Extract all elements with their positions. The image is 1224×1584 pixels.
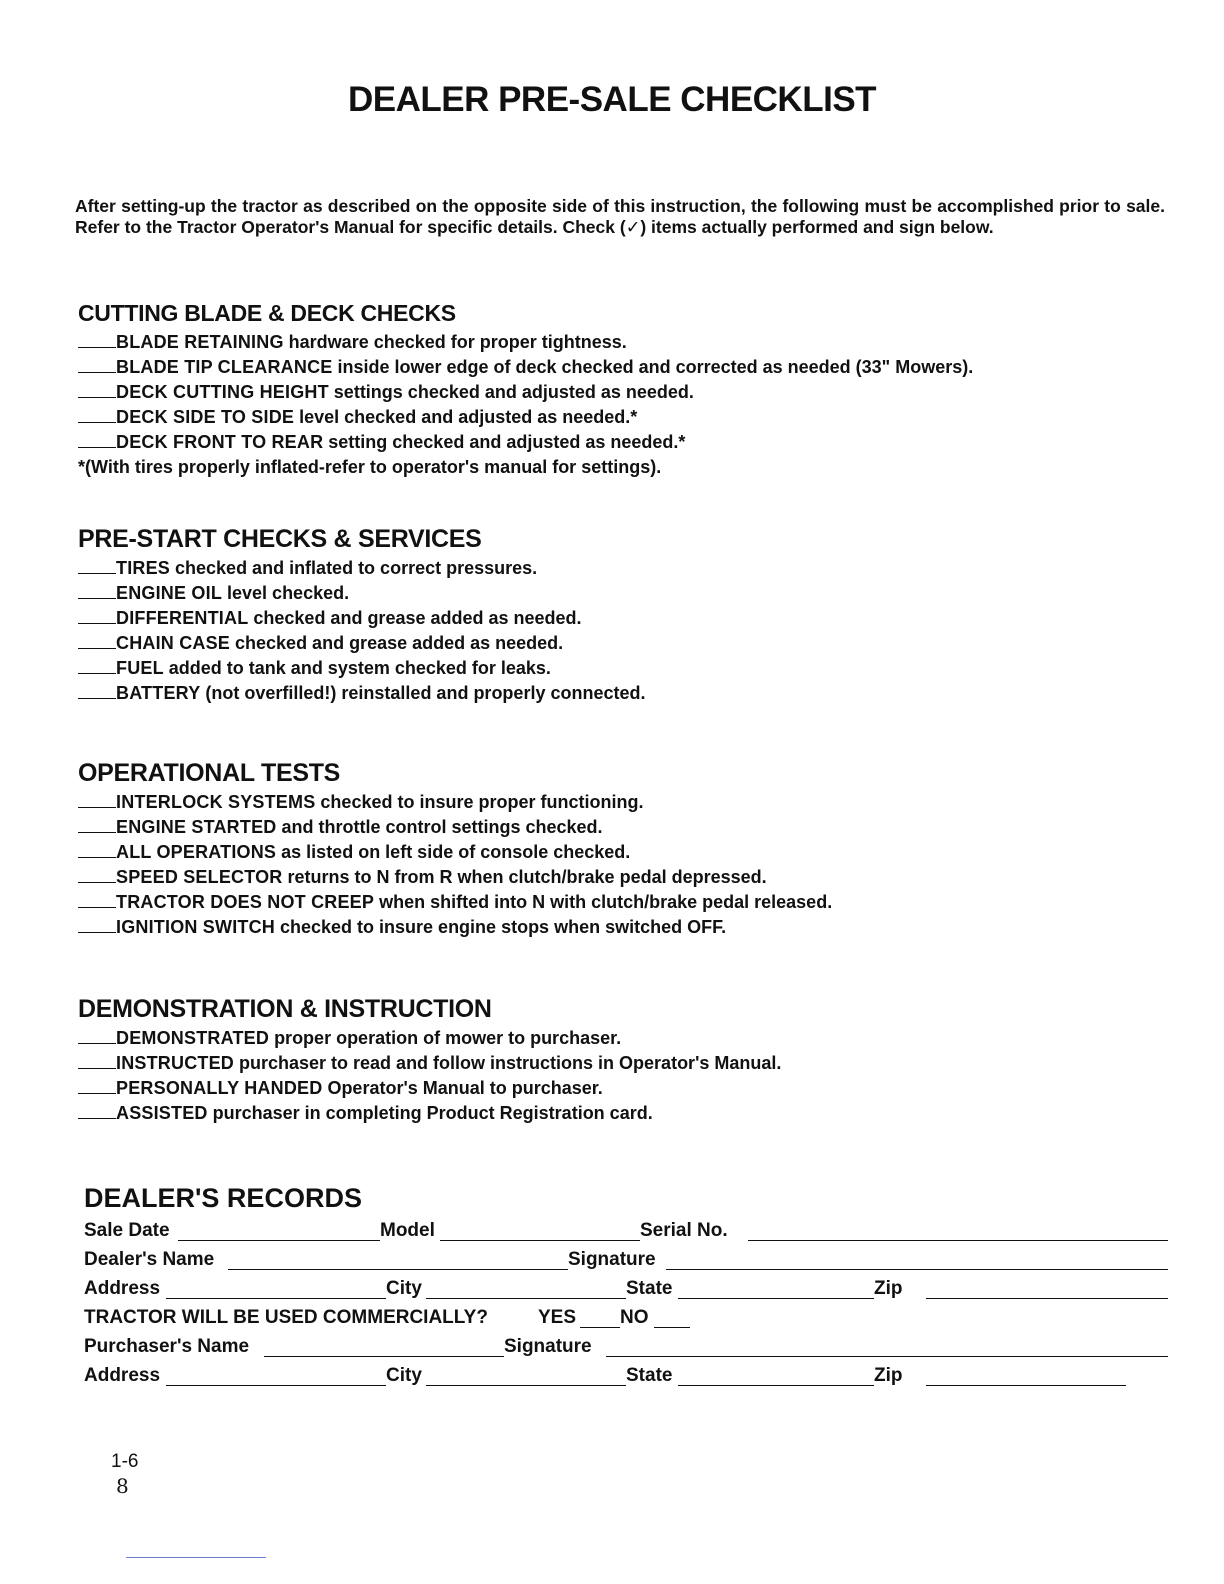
checklist-item[interactable]: INSTRUCTED purchaser to read and follow instructions in Operator's Manual. [78, 1051, 1178, 1076]
checklist-item[interactable]: TRACTOR DOES NOT CREEP when shifted into N with clutch/brake pedal released. [78, 890, 1178, 915]
purchaser-address-label: Address [84, 1365, 161, 1386]
check-blank[interactable] [78, 333, 116, 348]
check-blank[interactable] [78, 868, 116, 883]
purchaser-city-field[interactable] [426, 1385, 626, 1386]
purchaser-signature-field[interactable] [606, 1356, 1168, 1357]
check-blank[interactable] [78, 1029, 116, 1044]
check-blank[interactable] [78, 433, 116, 448]
bottom-rule [126, 1557, 266, 1558]
page-title: DEALER PRE-SALE CHECKLIST [347, 80, 877, 119]
check-blank[interactable] [78, 383, 116, 398]
checklist-item[interactable]: DECK FRONT TO REAR setting checked and adjusted as needed.* [78, 430, 1178, 455]
records-heading: DEALER'S RECORDS [84, 1183, 362, 1213]
purchaser-city-label: City [386, 1365, 422, 1386]
check-blank[interactable] [78, 793, 116, 808]
sale-date-label: Sale Date [84, 1220, 170, 1241]
handwritten-mark: 8 [116, 1474, 129, 1498]
commercial-question: TRACTOR WILL BE USED COMMERCIALLY? [84, 1307, 488, 1328]
yes-field[interactable] [580, 1327, 620, 1328]
checklist-item[interactable]: ENGINE STARTED and throttle control settings checked. [78, 815, 1178, 840]
purchaser-state-field[interactable] [678, 1385, 874, 1386]
dealer-address-label: Address [84, 1278, 161, 1299]
yes-label: YES [538, 1307, 577, 1328]
checklist-item[interactable]: CHAIN CASE checked and grease added as needed. [78, 631, 1178, 656]
dealer-signature-field[interactable] [666, 1269, 1168, 1270]
checklist-item[interactable]: DECK SIDE TO SIDE level checked and adjusted as needed.* [78, 405, 1178, 430]
dealer-records [84, 1180, 1174, 1390]
check-blank[interactable] [78, 358, 116, 373]
check-blank[interactable] [78, 1054, 116, 1069]
no-field[interactable] [654, 1327, 690, 1328]
checklist-item[interactable]: FUEL added to tank and system checked for leaks. [78, 656, 1178, 681]
purchaser-state-label: State [626, 1365, 673, 1386]
purchaser-address-field[interactable] [166, 1385, 386, 1386]
section-heading: DEMONSTRATION & INSTRUCTION [78, 995, 492, 1023]
records-row-purchaser-address [84, 1361, 1174, 1390]
check-blank[interactable] [78, 584, 116, 599]
purchaser-zip-label: Zip [874, 1365, 903, 1386]
dealer-address-field[interactable] [166, 1298, 386, 1299]
checklist-item[interactable]: BLADE TIP CLEARANCE inside lower edge of deck checked and corrected as needed (33" Mowers). [78, 355, 1178, 380]
serial-field[interactable] [748, 1240, 1168, 1241]
dealer-name-field[interactable] [228, 1269, 568, 1270]
checklist-item[interactable]: DEMONSTRATED proper operation of mower to purchaser. [78, 1026, 1178, 1051]
checklist-item[interactable]: ENGINE OIL level checked. [78, 581, 1178, 606]
records-row-sale [84, 1216, 1174, 1245]
checklist-item[interactable]: ASSISTED purchaser in completing Product Registration card. [78, 1101, 1178, 1126]
records-row-purchaser [84, 1332, 1174, 1361]
model-label: Model [380, 1220, 435, 1241]
checklist-item[interactable]: ALL OPERATIONS as listed on left side of console checked. [78, 840, 1178, 865]
no-label: NO [620, 1307, 649, 1328]
intro-paragraph: After setting-up the tractor as described on the opposite side of this instruction, the following must be accomplished prior to sale. Refer to the Tractor Operator's Manual for specific details. Check (✓) items actually performed and sign below. [75, 196, 1165, 237]
dealer-state-field[interactable] [678, 1298, 874, 1299]
purchaser-name-label: Purchaser's Name [84, 1336, 250, 1357]
checklist-item[interactable]: INTERLOCK SYSTEMS checked to insure proper functioning. [78, 790, 1178, 815]
section-operational-tests [78, 756, 1178, 940]
dealer-city-field[interactable] [426, 1298, 626, 1299]
checklist-item[interactable]: PERSONALLY HANDED Operator's Manual to purchaser. [78, 1076, 1178, 1101]
dealer-signature-label: Signature [568, 1249, 656, 1270]
checklist-item[interactable]: SPEED SELECTOR returns to N from R when clutch/brake pedal depressed. [78, 865, 1178, 890]
check-blank[interactable] [78, 1079, 116, 1094]
dealer-zip-label: Zip [874, 1278, 903, 1299]
dealer-city-label: City [386, 1278, 422, 1299]
section-heading: PRE-START CHECKS & SERVICES [78, 525, 482, 553]
check-blank[interactable] [78, 843, 116, 858]
check-blank[interactable] [78, 559, 116, 574]
check-blank[interactable] [78, 609, 116, 624]
records-row-dealer [84, 1245, 1174, 1274]
check-blank[interactable] [78, 659, 116, 674]
check-blank[interactable] [78, 684, 116, 699]
records-row-dealer-address [84, 1274, 1174, 1303]
sale-date-field[interactable] [178, 1240, 380, 1241]
dealer-zip-field[interactable] [926, 1298, 1168, 1299]
records-row-commercial [84, 1303, 1174, 1332]
section-heading: CUTTING BLADE & DECK CHECKS [78, 300, 456, 326]
check-blank[interactable] [78, 893, 116, 908]
checklist-item[interactable]: DECK CUTTING HEIGHT settings checked and adjusted as needed. [78, 380, 1178, 405]
purchaser-name-field[interactable] [264, 1356, 504, 1357]
purchaser-zip-field[interactable] [926, 1385, 1126, 1386]
check-blank[interactable] [78, 918, 116, 933]
check-blank[interactable] [78, 1104, 116, 1119]
checklist-item[interactable]: IGNITION SWITCH checked to insure engine stops when switched OFF. [78, 915, 1178, 940]
section-heading: OPERATIONAL TESTS [78, 759, 341, 787]
check-blank[interactable] [78, 634, 116, 649]
section-blade-deck [78, 296, 1178, 480]
purchaser-signature-label: Signature [504, 1336, 592, 1357]
checklist-item[interactable]: BLADE RETAINING hardware checked for proper tightness. [78, 330, 1178, 355]
checklist-item[interactable]: TIRES checked and inflated to correct pressures. [78, 556, 1178, 581]
checklist-item[interactable]: BATTERY (not overfilled!) reinstalled and properly connected. [78, 681, 1178, 706]
model-field[interactable] [440, 1240, 640, 1241]
dealer-state-label: State [626, 1278, 673, 1299]
checklist-item[interactable]: DIFFERENTIAL checked and grease added as needed. [78, 606, 1178, 631]
dealer-name-label: Dealer's Name [84, 1249, 215, 1270]
check-blank[interactable] [78, 818, 116, 833]
section-demonstration [78, 992, 1178, 1126]
page-number: 1-6 [111, 1451, 139, 1472]
serial-label: Serial No. [640, 1220, 728, 1241]
section-pre-start [78, 522, 1178, 706]
footnote: *(With tires properly inflated-refer to operator's manual for settings). [78, 457, 662, 477]
check-blank[interactable] [78, 408, 116, 423]
